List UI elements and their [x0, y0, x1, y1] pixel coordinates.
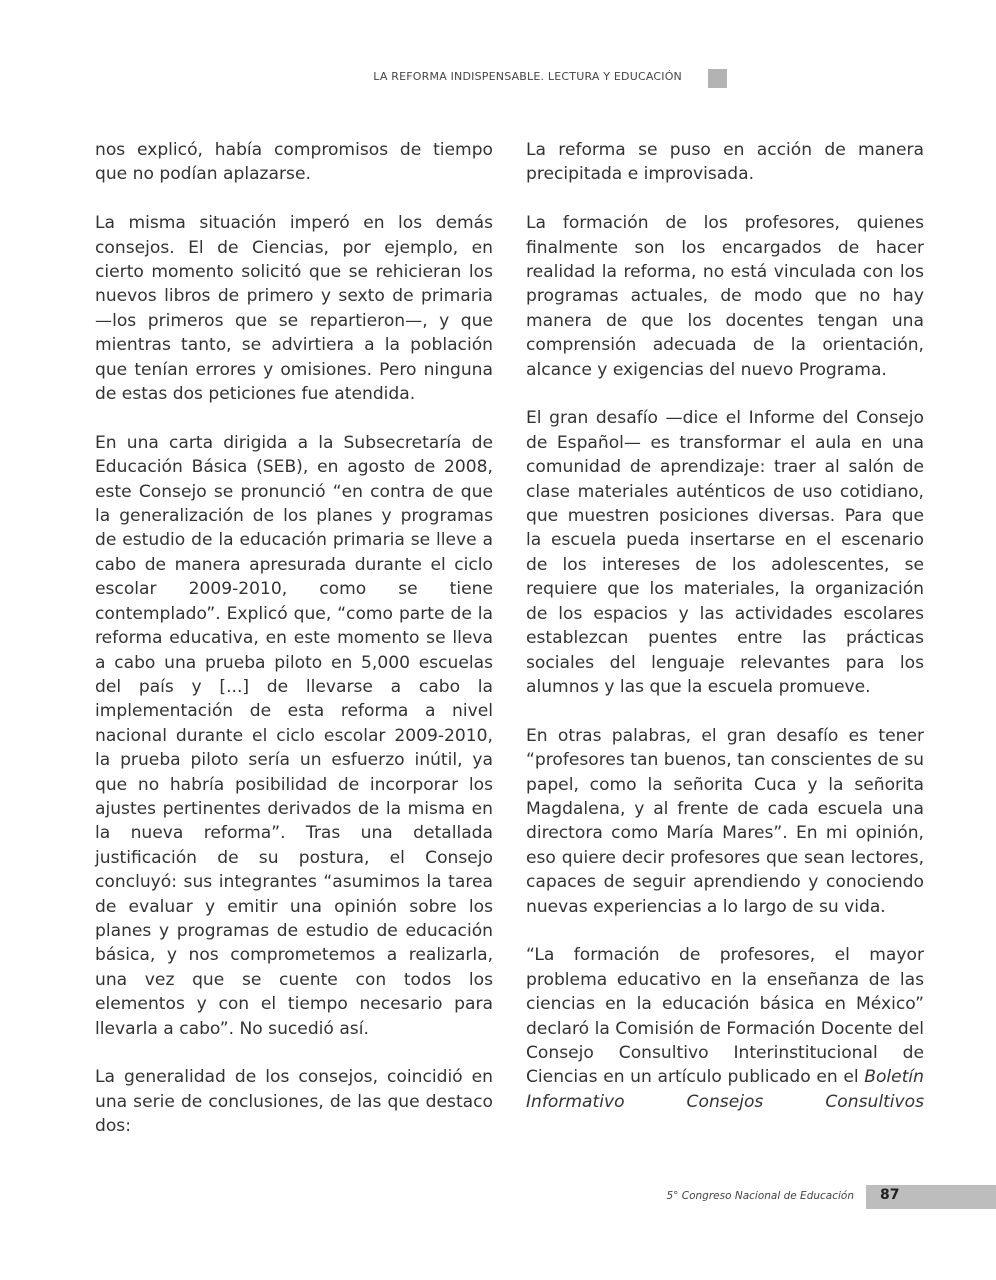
paragraph: La reforma se puso en acción de manera precipitada e improvisada. [526, 140, 924, 185]
left-text-column [95, 138, 493, 1139]
paragraph: La misma situación imperó en los demás consejos. El de Ciencias, por ejemplo, en cierto momento solicitó que se rehicieran los nuevos libros de primero y sexto de primaria —los primeros que se repartieron—, y que mientras tanto, se advirtiera a la población que tenían errores y omisiones. Pero ninguna de estas dos peticiones fue atendida. [95, 213, 493, 405]
paragraph-continued [526, 943, 924, 1114]
paragraph: La generalidad de los consejos, coincidió en una serie de conclusiones, de las que destaco dos: [95, 1067, 493, 1137]
paragraph: La formación de los profesores, quienes finalmente son los encargados de hacer realidad la reforma, no está vinculada con los programas actuales, de modo que no hay manera de que los docentes tengan una comprensión adecuada de la orientación, alcance y exigencias del nuevo Programa. [526, 213, 924, 380]
paragraph: El gran desafío —dice el Informe del Consejo de Español— es transformar el aula en una comunidad de aprendizaje: traer al salón de clase materiales auténticos de uso cotidiano, que muestren posiciones diversas. Para que la escuela pueda insertarse en el escenario de los intereses de los adolescentes, se requiere que los materiales, la organización de los espacios y las actividades escolares establezcan puentes entre las prácticas sociales del lenguaje relevantes para los alumnos y las que la escuela promueve. [526, 408, 924, 697]
paragraph-text: “La formación de profesores, el mayor problema educativo en la enseñanza de las ciencias en la educación básica en México” declaró la Comisión de Formación Docente del Consejo Consultivo Interinstitucional de Ciencias en un artículo publicado en el [526, 945, 924, 1088]
header-square-decoration [708, 69, 727, 88]
running-header-title: LA REFORMA INDISPENSABLE. LECTURA Y EDUCACIÓN [373, 70, 682, 83]
paragraph: En otras palabras, el gran desafío es tener “profesores tan buenos, tan conscientes de su papel, como la señorita Cuca y la señorita Magdalena, y al frente de cada escuela una directora como María Mares”. En mi opinión, eso quiere decir profesores que sean lectores, capaces de seguir aprendiendo y conociendo nuevas experiencias a lo largo de su vida. [526, 725, 924, 917]
paragraph: En una carta dirigida a la Subsecretaría de Educación Básica (SEB), en agosto de 2008, este Consejo se pronunció “en contra de que la generalización de los planes y programas de estudio de la educación primaria se lleve a cabo de manera apresurada durante el ciclo escolar 2009-2010, como se tiene contemplado”. Explicó que, “como parte de la reforma educativa, en este momento se lleva a cabo una prueba piloto en 5,000 escuelas del país y [...] de llevarse a cabo la implementación de esta reforma a nivel nacional durante el ciclo escolar 2009-2010, la prueba piloto sería un esfuerzo inútil, ya que no habría posibilidad de incorporar los ajustes pertinentes derivados de la misma en la nueva reforma”. Tras una detallada justificación de su postura, el Consejo concluyó: sus integrantes “asumimos la tarea de evaluar y emitir una opinión sobre los planes y programas de estudio de educación básica, y nos comprometemos a realizarla, una vez que se cuente con todos los elementos y con el tiempo necesario para llevarla a cabo”. No sucedió así. [95, 432, 493, 1039]
right-text-column [526, 138, 924, 1114]
footer-event-name: 5° Congreso Nacional de Educación [666, 1190, 854, 1202]
publication-title: Boletín Informativo Consejos Consultivos [526, 1067, 924, 1112]
page-number: 87 [880, 1187, 900, 1203]
paragraph: nos explicó, había compromisos de tiempo que no podían aplazarse. [95, 140, 493, 185]
